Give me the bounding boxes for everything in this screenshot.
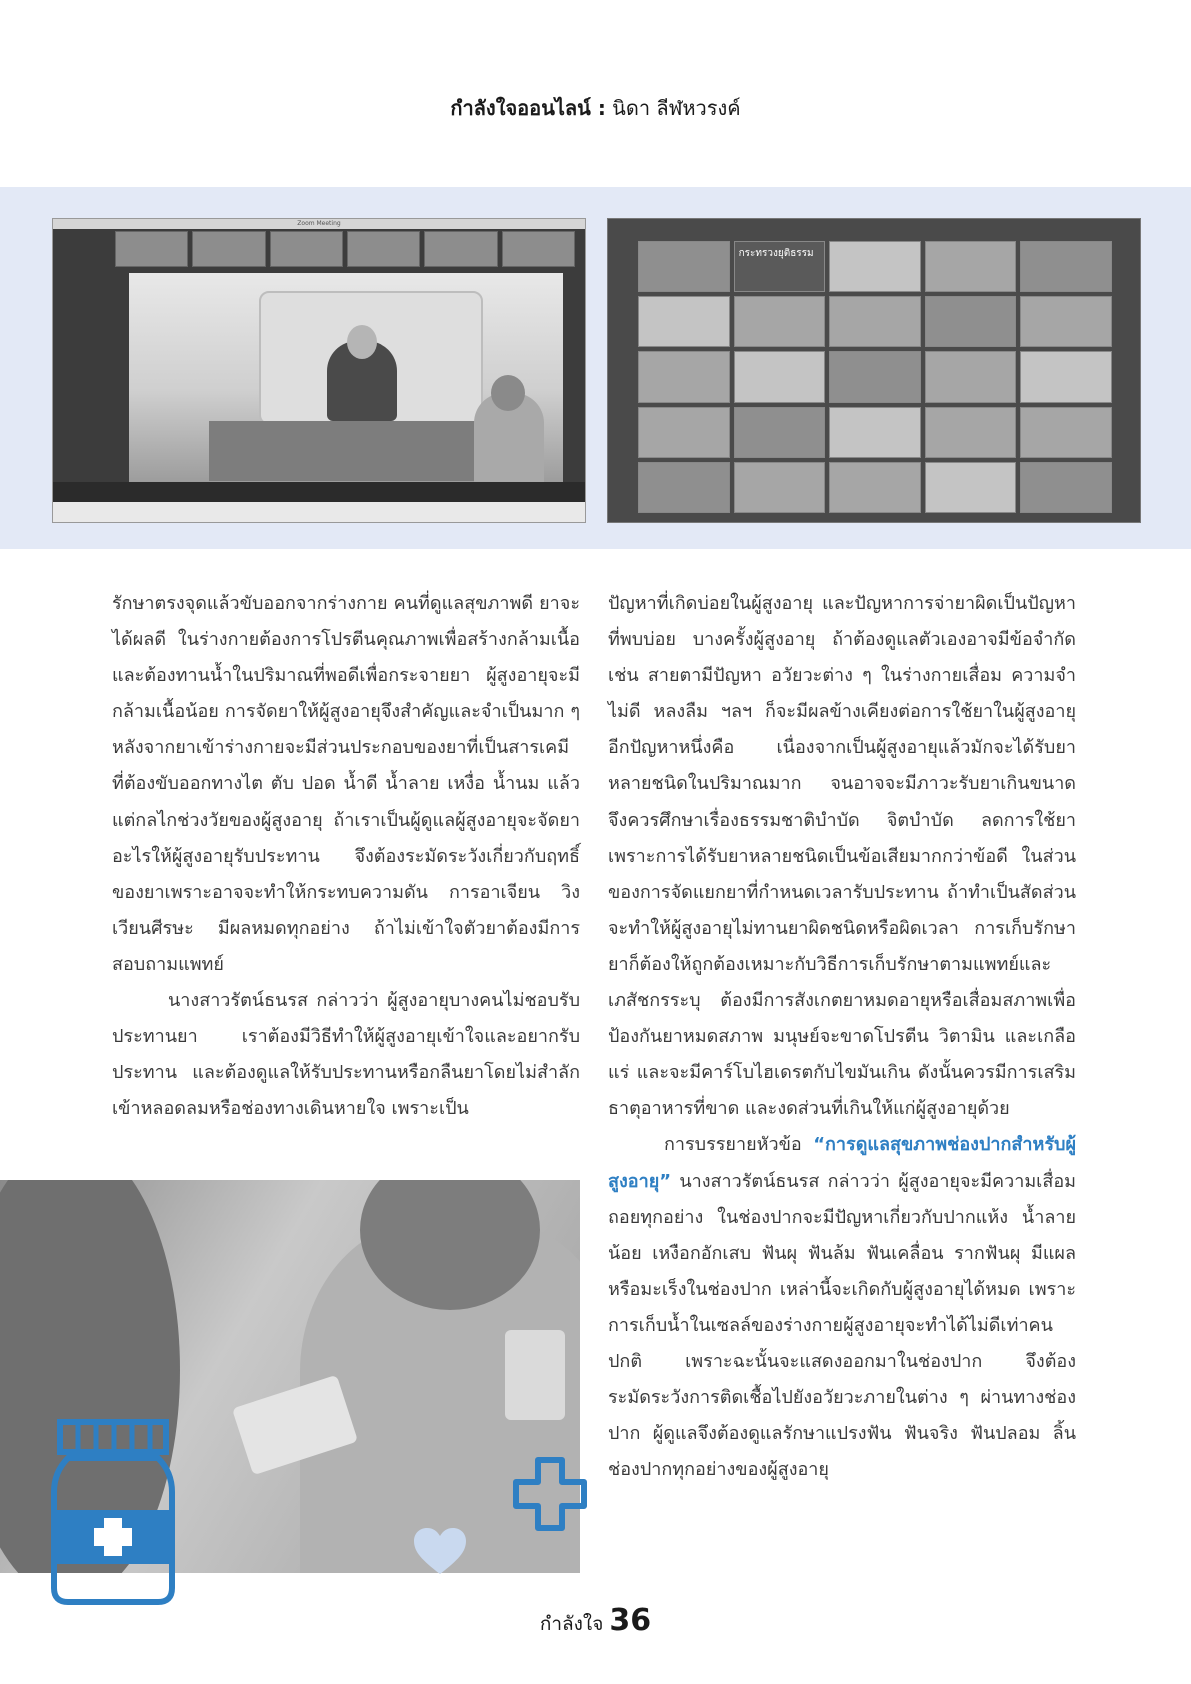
zoom-title: Zoom Meeting [53, 219, 585, 229]
topic-lead: การบรรยายหัวข้อ [664, 1134, 814, 1156]
topic-body: นางสาวรัตน์ธนรส กล่าวว่า ผู้สูงอายุจะมีความเสื่อมถอยทุกอย่าง ในช่องปากจะมีปัญหาเกี่ยวกับปากแห้ง น้ำลายน้อย เหงือกอักเสบ ฟันผุ ฟันล้ม ฟันเคลื่อน รากฟันผุ มีแผล หรือมะเร็งในช่องปาก เหล่านี้จะเกิดกับผู้สูงอายุได้หมด เพราะการเก็บน้ำในเซลล์ของร่างกายผู้สูงอายุจะทำได้ไม่ดีเท่าคนปกติ เพราะฉะนั้นจะแสดงออกมาในช่องปาก จึงต้องระมัดระวังการติดเชื้อไปยังอวัยวะภายในต่าง ๆ ผ่านทางช่องปาก ผู้ดูแลจึงต้องดูแลรักษาแปรงฟัน ฟันจริง ฟันปลอม ลิ้น ช่องปากทุกอย่างของผู้สูงอายุ [608, 1170, 1076, 1481]
page-header [0, 92, 1191, 124]
speaker-video [129, 273, 563, 487]
video-grid-photo [607, 218, 1141, 523]
magazine-name: กำลังใจ [539, 1613, 610, 1635]
page-footer [0, 1603, 1191, 1639]
topic-highlight: “การดูแลสุขภาพช่องปากสำหรับผู้สูงอายุ” [608, 1134, 1076, 1192]
right-paragraph-1: ปัญหาที่เกิดบ่อยในผู้สูงอายุ และปัญหาการจ่ายาผิดเป็นปัญหาที่พบบ่อย บางครั้งผู้สูงอายุ ถ้าต้องดูแลตัวเองอาจมีข้อจำกัด เช่น สายตามีปัญหา อวัยวะต่าง ๆ ในร่างกายเสื่อม ความจำไม่ดี หลงลืม ฯลฯ ก็จะมีผลข้างเคียงต่อการใช้ยาในผู้สูงอายุ อีกปัญหาหนึ่งคือ เนื่องจากเป็นผู้สูงอายุแล้วมักจะได้รับยาหลายชนิดในปริมาณมาก จนอาจจะมีภาวะรับยาเกินขนาด จึงควรศึกษาเรื่องธรรมชาติบำบัด จิตบำบัด ลดการใช้ยา เพราะการได้รับยาหลายชนิดเป็นข้อเสียมากกว่าข้อดี ในส่วนของการจัดแยกยาที่กำหนดเวลารับประทาน ถ้าทำเป็นสัดส่วนจะทำให้ผู้สูงอายุไม่ทานยาผิดชนิดหรือผิดเวลา การเก็บรักษายาก็ต้องให้ถูกต้องเหมาะกับวิธีการเก็บรักษาตามแพทย์และเภสัชกรระบุ ต้องมีการสังเกตยาหมดอายุหรือเสื่อมสภาพเพื่อป้องกันยาหมดสภาพ มนุษย์จะขาดโปรตีน วิตามิน และเกลือแร่ และจะมีคาร์โบไฮเดรตกับไขมันเกิน ดังนั้นควรมีการเสริมธาตุอาหารที่ขาด และงดส่วนที่เกินให้แก่ผู้สูงอายุด้วย [608, 593, 1076, 1120]
left-paragraph-2: นางสาวรัตน์ธนรส กล่าวว่า ผู้สูงอายุบางคนไม่ชอบรับประทานยา เราต้องมีวิธีทำให้ผู้สูงอายุเข้าใจและอยากรับประทาน และต้องดูแลให้รับประทานหรือกลืนยาโดยไม่สำลักเข้าหลอดลมหรือช่องทางเดินหายใจ เพราะเป็น [112, 990, 580, 1120]
left-column [112, 586, 580, 1127]
section-title: กำลังใจออนไลน์ : [450, 96, 606, 120]
zoom-meeting-photo [52, 218, 586, 523]
plus-cross-icon [512, 1456, 588, 1532]
ministry-tile: กระทรวงยุติธรรม [734, 241, 826, 292]
windows-taskbar [53, 502, 585, 522]
medicine-bottle-icon [48, 1418, 178, 1608]
zoom-toolbar [53, 482, 585, 502]
author-name: นิดา ลีฬหวรงค์ [605, 96, 741, 120]
participant-strip [115, 231, 575, 267]
right-paragraph-2 [608, 1127, 1076, 1488]
participant-grid [638, 241, 1112, 513]
left-paragraph-1: รักษาตรงจุดแล้วขับออกจากร่างกาย คนที่ดูแลสุขภาพดี ยาจะได้ผลดี ในร่างกายต้องการโปรตีนคุณภาพเพื่อสร้างกล้ามเนื้อ และต้องทานน้ำในปริมาณที่พอดีเพื่อกระจายยา ผู้สูงอายุจะมีกล้ามเนื้อน้อย การจัดยาให้ผู้สูงอายุจึงสำคัญและจำเป็นมาก ๆ หลังจากยาเข้าร่างกายจะมีส่วนประกอบของยาที่เป็นสารเคมีที่ต้องขับออกทางไต ตับ ปอด น้ำดี น้ำลาย เหงื่อ น้ำนม แล้วแต่กลไกช่วงวัยของผู้สูงอายุ ถ้าเราเป็นผู้ดูแลผู้สูงอายุจะจัดยาอะไรให้ผู้สูงอายุรับประทาน จึงต้องระมัดระวังเกี่ยวกับฤทธิ์ของยาเพราะอาจจะทำให้กระทบความดัน การอาเจียน วิงเวียนศีรษะ มีผลหมดทุกอย่าง ถ้าไม่เข้าใจตัวยาต้องมีการสอบถามแพทย์ [112, 593, 580, 975]
heart-icon [412, 1526, 468, 1576]
right-column [608, 586, 1076, 1488]
page-number: 36 [609, 1603, 652, 1638]
